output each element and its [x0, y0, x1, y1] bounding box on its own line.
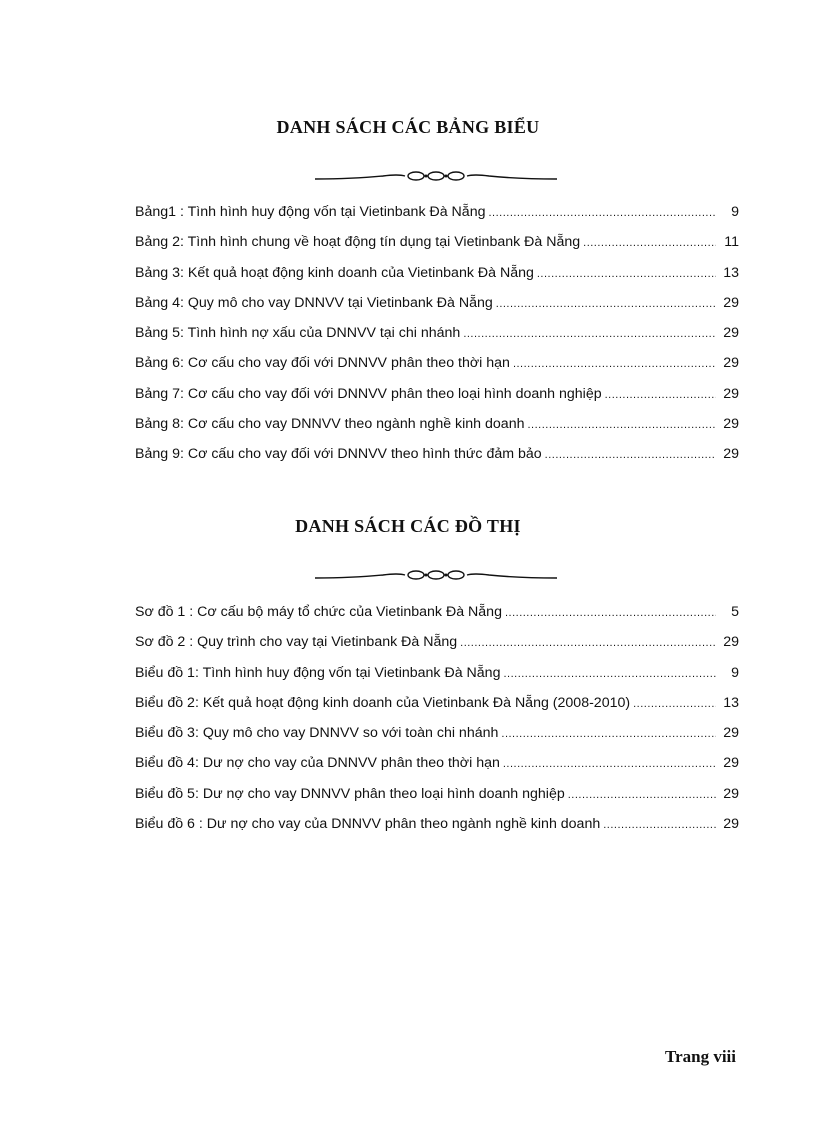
toc-entry[interactable] [135, 446, 739, 476]
toc-entry[interactable] [135, 634, 739, 664]
toc-entry[interactable] [135, 786, 739, 816]
dot-leader [503, 758, 716, 770]
dot-leader [605, 389, 716, 401]
toc-entry-page: 29 [723, 446, 739, 463]
toc-entry[interactable] [135, 725, 739, 755]
toc-entry[interactable] [135, 295, 739, 325]
toc-entry-page: 11 [724, 234, 739, 251]
dot-leader [513, 358, 716, 370]
dot-leader [488, 207, 716, 219]
dot-leader [633, 698, 716, 710]
toc-entry-page: 13 [723, 264, 739, 281]
toc-entry-page: 29 [723, 785, 739, 802]
toc-entry-page: 29 [723, 725, 739, 742]
toc-entry-label: Biểu đồ 5: Dư nợ cho vay DNNVV phân theo loại hình doanh nghiệp [135, 785, 565, 802]
tables-list [135, 204, 739, 477]
toc-entry[interactable] [135, 325, 739, 355]
toc-entry[interactable] [135, 386, 739, 416]
dot-leader [545, 449, 716, 461]
flourish-divider-icon [313, 168, 559, 184]
toc-entry-page: 29 [723, 634, 739, 651]
toc-entry-label: Bảng 9: Cơ cấu cho vay đối với DNNVV theo hình thức đảm bảo [135, 446, 542, 463]
toc-entry-label: Bảng 7: Cơ cấu cho vay đối với DNNVV phân theo loại hình doanh nghiệp [135, 385, 602, 402]
toc-entry-label: Biểu đồ 6 : Dư nợ cho vay của DNNVV phân theo ngành nghề kinh doanh [135, 816, 601, 833]
toc-entry-label: Bảng 2: Tình hình chung về hoạt động tín dụng tại Vietinbank Đà Nẵng [135, 234, 581, 251]
toc-entry[interactable] [135, 604, 739, 634]
toc-entry-page: 5 [731, 604, 739, 620]
dot-leader [568, 789, 716, 801]
dot-leader [505, 607, 716, 619]
tables-heading: DANH SÁCH CÁC BẢNG BIỂU [276, 117, 540, 137]
toc-entry-label: Biểu đồ 4: Dư nợ cho vay của DNNVV phân theo thời hạn [135, 755, 500, 772]
toc-entry[interactable] [135, 665, 739, 695]
dot-leader [460, 637, 716, 649]
flourish-divider-icon [313, 567, 559, 583]
dot-leader [603, 819, 716, 831]
toc-entry-page: 29 [723, 755, 739, 772]
toc-entry[interactable] [135, 416, 739, 446]
toc-entry-label: Biểu đồ 2: Kết quả hoạt động kinh doanh của Vietinbank Đà Nẵng (2008-2010) [135, 694, 631, 711]
toc-entry[interactable] [135, 695, 739, 725]
toc-entry-page: 29 [723, 355, 739, 372]
toc-entry[interactable] [135, 755, 739, 785]
toc-entry-page: 29 [723, 816, 739, 833]
toc-entry-label: Bảng 6: Cơ cấu cho vay đối với DNNVV phân theo thời hạn [135, 355, 510, 372]
dot-leader [527, 419, 716, 431]
dot-leader [463, 328, 716, 340]
toc-entry[interactable] [135, 355, 739, 385]
toc-entry-page: 29 [723, 385, 739, 402]
page-number: Trang viii [665, 1047, 736, 1066]
dot-leader [496, 298, 716, 310]
toc-entry-page: 9 [731, 664, 739, 681]
toc-entry-label: Bảng1 : Tình hình huy động vốn tại Vietinbank Đà Nẵng [135, 204, 486, 220]
toc-entry[interactable] [135, 816, 739, 846]
toc-entry-page: 29 [723, 416, 739, 433]
toc-entry-label: Sơ đồ 1 : Cơ cấu bộ máy tổ chức của Vietinbank Đà Nẵng [135, 604, 502, 620]
charts-list [135, 604, 739, 846]
toc-entry-label: Biểu đồ 1: Tình hình huy động vốn tại Vietinbank Đà Nẵng [135, 664, 501, 681]
toc-entry-label: Sơ đồ 2 : Quy trình cho vay tại Vietinbank Đà Nẵng [135, 634, 458, 651]
toc-entry-page: 9 [731, 204, 739, 220]
dot-leader [503, 668, 716, 680]
toc-entry[interactable] [135, 265, 739, 295]
toc-entry-label: Bảng 3: Kết quả hoạt động kinh doanh của Vietinbank Đà Nẵng [135, 264, 534, 281]
toc-entry[interactable] [135, 234, 739, 264]
toc-entry-label: Bảng 8: Cơ cấu cho vay DNNVV theo ngành nghề kinh doanh [135, 416, 525, 433]
toc-entry-page: 29 [723, 294, 739, 311]
toc-entry-label: Biểu đồ 3: Quy mô cho vay DNNVV so với toàn chi nhánh [135, 725, 499, 742]
dot-leader [583, 237, 716, 249]
toc-entry-page: 29 [723, 325, 739, 342]
toc-entry-label: Bảng 5: Tình hình nợ xấu của DNNVV tại chi nhánh [135, 325, 461, 342]
toc-entry-page: 13 [723, 694, 739, 711]
dot-leader [537, 268, 716, 280]
dot-leader [501, 728, 716, 740]
toc-entry-label: Bảng 4: Quy mô cho vay DNNVV tại Vietinbank Đà Nẵng [135, 294, 493, 311]
charts-heading: DANH SÁCH CÁC ĐỒ THỊ [295, 516, 521, 536]
toc-entry[interactable] [135, 204, 739, 234]
